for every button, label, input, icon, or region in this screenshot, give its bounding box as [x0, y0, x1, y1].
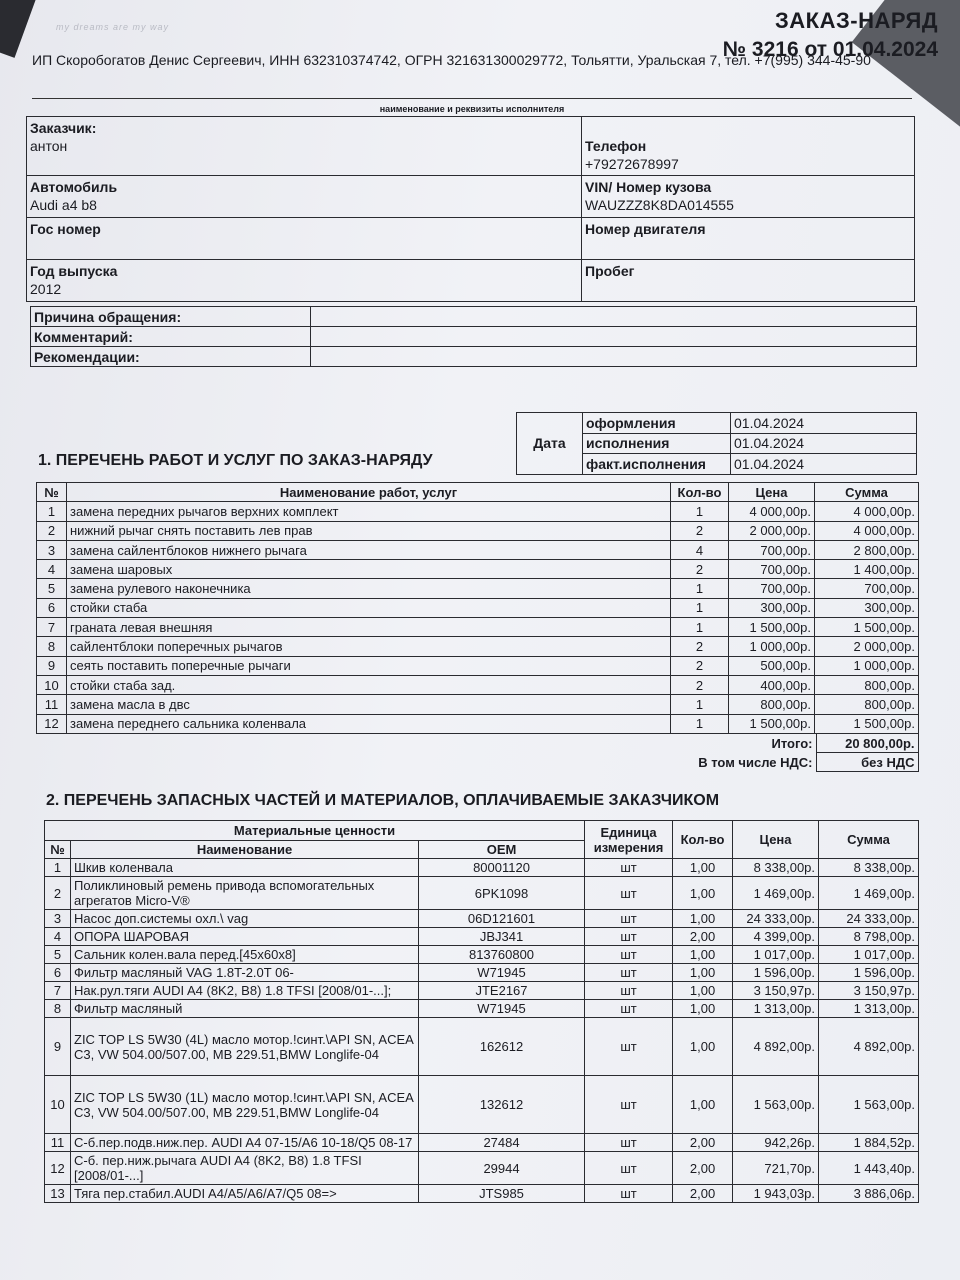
row-sum: 1 500,00р.: [815, 618, 919, 637]
row-qty: 1,00: [673, 1000, 733, 1018]
header-no: №: [37, 483, 67, 502]
header-no: №: [45, 841, 71, 859]
reason-label: Причина обращения:: [31, 307, 311, 327]
row-price: 24 333,00р.: [733, 910, 819, 928]
work-name: сеять поставить поперечные рычаги: [67, 656, 671, 675]
works-header-row: [37, 483, 919, 502]
header-sum: Сумма: [819, 821, 919, 859]
parts-table: [44, 820, 919, 1203]
row-price: 4 399,00р.: [733, 928, 819, 946]
row-price: 1 596,00р.: [733, 964, 819, 982]
dates-table: [516, 412, 917, 475]
row-number: 11: [45, 1134, 71, 1152]
row-price: 1 469,00р.: [733, 877, 819, 910]
header-price: Цена: [733, 821, 819, 859]
row-qty: 1,00: [673, 982, 733, 1000]
parts-heading: 2. ПЕРЕЧЕНЬ ЗАПАСНЫХ ЧАСТЕЙ И МАТЕРИАЛОВ, ОПЛАЧИВАЕМЫЕ ЗАКАЗЧИКОМ: [46, 792, 720, 809]
part-oem: 162612: [419, 1018, 585, 1076]
row-price: 721,70р.: [733, 1152, 819, 1185]
row-sum: 1 500,00р.: [815, 714, 919, 733]
reason-table: [30, 306, 917, 367]
part-name: С-б. пер.ниж.рычага AUDI A4 (8K2, B8) 1.8 TFSI [2008/01-...]: [71, 1152, 419, 1185]
row-number: 8: [45, 1000, 71, 1018]
car-cell: [27, 176, 582, 218]
row-qty: 4: [671, 540, 729, 559]
parts-row: [45, 910, 919, 928]
phone-value: +79272678997: [585, 156, 679, 172]
parts-row: [45, 964, 919, 982]
row-sum: 4 000,00р.: [815, 502, 919, 521]
row-price: 700,00р.: [729, 579, 815, 598]
work-name: замена рулевого наконечника: [67, 579, 671, 598]
row-price: 4 892,00р.: [733, 1018, 819, 1076]
row-qty: 2: [671, 637, 729, 656]
parts-row: [45, 946, 919, 964]
works-row: [37, 521, 919, 540]
part-oem: 813760800: [419, 946, 585, 964]
row-sum: 1 884,52р.: [819, 1134, 919, 1152]
row-number: 4: [45, 928, 71, 946]
plate-label: Гос номер: [30, 221, 101, 237]
row-qty: 1: [671, 714, 729, 733]
works-row: [37, 656, 919, 675]
header-qty: Кол-во: [673, 821, 733, 859]
part-oem: JTS985: [419, 1185, 585, 1203]
row-number: 7: [45, 982, 71, 1000]
row-number: 7: [37, 618, 67, 637]
engine-label: Номер двигателя: [585, 221, 706, 237]
row-number: 13: [45, 1185, 71, 1203]
work-name: замена шаровых: [67, 560, 671, 579]
row-price: 500,00р.: [729, 656, 815, 675]
part-unit: шт: [585, 964, 673, 982]
part-name: ОПОРА ШАРОВАЯ: [71, 928, 419, 946]
part-oem: W71945: [419, 1000, 585, 1018]
phone-label: Телефон: [585, 138, 647, 154]
work-name: нижний рычаг снять поставить лев прав: [67, 521, 671, 540]
document-title: ЗАКАЗ-НАРЯД: [775, 8, 938, 33]
part-name: Фильтр масляный: [71, 1000, 419, 1018]
row-number: 6: [45, 964, 71, 982]
parts-row: [45, 1152, 919, 1185]
row-qty: 2,00: [673, 928, 733, 946]
executor-caption: наименование и реквизиты исполнителя: [379, 104, 565, 114]
row-price: 8 338,00р.: [733, 859, 819, 877]
row-qty: 2: [671, 521, 729, 540]
row-sum: 2 000,00р.: [815, 637, 919, 656]
header-name: Наименование работ, услуг: [67, 483, 671, 502]
customer-value: антон: [30, 138, 68, 154]
row-qty: 2,00: [673, 1134, 733, 1152]
date-row-value: 01.04.2024: [731, 433, 917, 454]
row-qty: 1,00: [673, 964, 733, 982]
row-sum: 1 313,00р.: [819, 1000, 919, 1018]
row-sum: 8 338,00р.: [819, 859, 919, 877]
part-oem: 132612: [419, 1076, 585, 1134]
row-price: 400,00р.: [729, 675, 815, 694]
row-qty: 1,00: [673, 910, 733, 928]
parts-row: [45, 1134, 919, 1152]
row-qty: 1: [671, 579, 729, 598]
row-number: 8: [37, 637, 67, 656]
year-value: 2012: [30, 281, 62, 297]
row-number: 5: [37, 579, 67, 598]
row-sum: 2 800,00р.: [815, 540, 919, 559]
plate-cell: [27, 218, 582, 260]
row-number: 2: [37, 521, 67, 540]
row-price: 1 500,00р.: [729, 618, 815, 637]
row-number: 3: [37, 540, 67, 559]
part-name: Сальник колен.вала перед.[45x60x8]: [71, 946, 419, 964]
row-qty: 2,00: [673, 1152, 733, 1185]
row-qty: 1,00: [673, 946, 733, 964]
row-price: 1 017,00р.: [733, 946, 819, 964]
total-value: 20 800,00р.: [816, 734, 918, 753]
row-price: 1 563,00р.: [733, 1076, 819, 1134]
part-name: Шкив коленвала: [71, 859, 419, 877]
parts-row: [45, 1185, 919, 1203]
row-sum: 1 400,00р.: [815, 560, 919, 579]
works-totals: [560, 733, 919, 772]
row-price: 3 150,97р.: [733, 982, 819, 1000]
row-sum: 1 443,40р.: [819, 1152, 919, 1185]
row-sum: 8 798,00р.: [819, 928, 919, 946]
total-label: Итого:: [771, 735, 813, 751]
works-row: [37, 560, 919, 579]
row-qty: 2: [671, 656, 729, 675]
part-name: Нак.рул.тяги AUDI A4 (8K2, B8) 1.8 TFSI [2008/01-...];: [71, 982, 419, 1000]
row-sum: 800,00р.: [815, 675, 919, 694]
row-price: 942,26р.: [733, 1134, 819, 1152]
parts-row: [45, 1000, 919, 1018]
works-heading: 1. ПЕРЕЧЕНЬ РАБОТ И УСЛУГ ПО ЗАКАЗ-НАРЯДУ: [38, 452, 433, 469]
year-label: Год выпуска: [30, 263, 118, 279]
work-name: замена передних рычагов верхних комплект: [67, 502, 671, 521]
row-sum: 800,00р.: [815, 695, 919, 714]
parts-row: [45, 982, 919, 1000]
row-number: 5: [45, 946, 71, 964]
work-name: сайлентблоки поперечных рычагов: [67, 637, 671, 656]
row-number: 10: [37, 675, 67, 694]
part-unit: шт: [585, 928, 673, 946]
row-sum: 4 000,00р.: [815, 521, 919, 540]
engine-cell: [582, 218, 915, 260]
part-unit: шт: [585, 1134, 673, 1152]
row-number: 9: [37, 656, 67, 675]
row-price: 1 943,03р.: [733, 1185, 819, 1203]
date-row-value: 01.04.2024: [731, 413, 917, 434]
car-label: Автомобиль: [30, 179, 118, 195]
row-sum: 3 886,06р.: [819, 1185, 919, 1203]
part-oem: 27484: [419, 1134, 585, 1152]
comment-value: [311, 327, 917, 347]
part-unit: шт: [585, 1000, 673, 1018]
row-qty: 2: [671, 675, 729, 694]
phone-cell: [582, 117, 915, 176]
part-unit: шт: [585, 859, 673, 877]
row-number: 1: [37, 502, 67, 521]
vin-label: VIN/ Номер кузова: [585, 179, 712, 195]
dates-label: Дата: [517, 413, 583, 475]
customer-label: Заказчик:: [30, 120, 97, 136]
row-price: 4 000,00р.: [729, 502, 815, 521]
row-sum: 4 892,00р.: [819, 1018, 919, 1076]
part-oem: JBJ341: [419, 928, 585, 946]
part-oem: 29944: [419, 1152, 585, 1185]
header-qty: Кол-во: [671, 483, 729, 502]
work-name: граната левая внешняя: [67, 618, 671, 637]
row-number: 9: [45, 1018, 71, 1076]
header-oem: OEM: [419, 841, 585, 859]
row-qty: 1,00: [673, 1076, 733, 1134]
row-sum: 300,00р.: [815, 598, 919, 617]
background-shadow: [0, 0, 42, 58]
part-name: Тяга пер.стабил.AUDI A4/A5/A6/A7/Q5 08=>: [71, 1185, 419, 1203]
row-sum: 700,00р.: [815, 579, 919, 598]
row-number: 1: [45, 859, 71, 877]
row-price: 700,00р.: [729, 560, 815, 579]
row-price: 800,00р.: [729, 695, 815, 714]
customer-cell: [27, 117, 582, 176]
comment-label: Комментарий:: [31, 327, 311, 347]
mileage-label: Пробег: [585, 263, 635, 279]
part-name: Насос доп.системы охл.\ vag: [71, 910, 419, 928]
vat-label: В том числе НДС:: [698, 754, 813, 770]
part-oem: W71945: [419, 964, 585, 982]
row-number: 2: [45, 877, 71, 910]
executor-divider: [32, 98, 912, 99]
works-row: [37, 637, 919, 656]
date-row-name: факт.исполнения: [583, 454, 731, 475]
part-oem: 80001120: [419, 859, 585, 877]
row-number: 4: [37, 560, 67, 579]
part-unit: шт: [585, 1152, 673, 1185]
row-sum: 1 000,00р.: [815, 656, 919, 675]
date-row-name: исполнения: [583, 433, 731, 454]
row-qty: 2: [671, 560, 729, 579]
row-number: 12: [37, 714, 67, 733]
row-qty: 1,00: [673, 859, 733, 877]
row-price: 1 000,00р.: [729, 637, 815, 656]
vin-cell: [582, 176, 915, 218]
row-price: 700,00р.: [729, 540, 815, 559]
part-unit: шт: [585, 1185, 673, 1203]
part-oem: JTE2167: [419, 982, 585, 1000]
vin-value: WAUZZZ8K8DA014555: [585, 197, 734, 213]
header-sum: Сумма: [815, 483, 919, 502]
row-sum: 1 596,00р.: [819, 964, 919, 982]
part-name: ZIC TOP LS 5W30 (4L) масло мотор.!синт.\API SN, ACEA C3, VW 504.00/507.00, MB 229.51,BMW Longlife-04: [71, 1018, 419, 1076]
work-name: стойки стаба: [67, 598, 671, 617]
recommend-label: Рекомендации:: [31, 347, 311, 367]
row-number: 6: [37, 598, 67, 617]
recommend-value: [311, 347, 917, 367]
row-sum: 3 150,97р.: [819, 982, 919, 1000]
row-number: 12: [45, 1152, 71, 1185]
part-unit: шт: [585, 877, 673, 910]
part-unit: шт: [585, 910, 673, 928]
works-row: [37, 695, 919, 714]
parts-header-row: [45, 821, 919, 841]
works-row: [37, 502, 919, 521]
part-unit: шт: [585, 1076, 673, 1134]
part-unit: шт: [585, 946, 673, 964]
row-sum: 1 469,00р.: [819, 877, 919, 910]
mileage-cell: [582, 260, 915, 302]
parts-row: [45, 1076, 919, 1134]
parts-row: [45, 1018, 919, 1076]
part-name: Поликлиновый ремень привода вспомогательных агрегатов Micro-V®: [71, 877, 419, 910]
row-qty: 1: [671, 695, 729, 714]
header-group: Материальные ценности: [45, 821, 585, 841]
part-name: С-б.пер.подв.ниж.пер. AUDI A4 07-15/A6 10-18/Q5 08-17: [71, 1134, 419, 1152]
part-unit: шт: [585, 1018, 673, 1076]
row-number: 11: [37, 695, 67, 714]
work-name: стойки стаба зад.: [67, 675, 671, 694]
vat-value: без НДС: [816, 753, 918, 772]
row-qty: 1,00: [673, 1018, 733, 1076]
part-unit: шт: [585, 982, 673, 1000]
customer-table: [26, 116, 915, 302]
parts-row: [45, 859, 919, 877]
works-table: [36, 482, 919, 734]
works-row: [37, 675, 919, 694]
row-price: 1 313,00р.: [733, 1000, 819, 1018]
row-sum: 1 563,00р.: [819, 1076, 919, 1134]
reason-value: [311, 307, 917, 327]
watermark: my dreams are my way: [56, 22, 170, 32]
date-row-value: 01.04.2024: [731, 454, 917, 475]
works-row: [37, 598, 919, 617]
parts-row: [45, 877, 919, 910]
work-name: замена масла в двс: [67, 695, 671, 714]
works-row: [37, 618, 919, 637]
row-number: 3: [45, 910, 71, 928]
work-name: замена сайлентблоков нижнего рычага: [67, 540, 671, 559]
row-sum: 24 333,00р.: [819, 910, 919, 928]
row-price: 2 000,00р.: [729, 521, 815, 540]
row-qty: 1: [671, 502, 729, 521]
parts-row: [45, 928, 919, 946]
part-oem: 6PK1098: [419, 877, 585, 910]
year-cell: [27, 260, 582, 302]
row-qty: 1: [671, 618, 729, 637]
works-row: [37, 714, 919, 733]
row-price: 1 500,00р.: [729, 714, 815, 733]
row-qty: 1,00: [673, 877, 733, 910]
car-value: Audi a4 b8: [30, 197, 97, 213]
work-name: замена переднего сальника коленвала: [67, 714, 671, 733]
part-name: ZIC TOP LS 5W30 (1L) масло мотор.!синт.\API SN, ACEA C3, VW 504.00/507.00, MB 229.51,BMW Longlife-04: [71, 1076, 419, 1134]
works-row: [37, 579, 919, 598]
row-number: 10: [45, 1076, 71, 1134]
part-oem: 06D121601: [419, 910, 585, 928]
row-qty: 1: [671, 598, 729, 617]
row-qty: 2,00: [673, 1185, 733, 1203]
header-price: Цена: [729, 483, 815, 502]
executor-details: ИП Скоробогатов Денис Сергеевич, ИНН 632310374742, ОГРН 321631300029772, Тольятти, Уральская 7, тел. +7(995) 344-45-90: [32, 52, 871, 68]
row-sum: 1 017,00р.: [819, 946, 919, 964]
document-number: № 3216 от 01.04.2024: [722, 38, 938, 61]
date-row-name: оформления: [583, 413, 731, 434]
header-name: Наименование: [71, 841, 419, 859]
works-row: [37, 540, 919, 559]
part-name: Фильтр масляный VAG 1.8T-2.0T 06-: [71, 964, 419, 982]
row-price: 300,00р.: [729, 598, 815, 617]
header-unit: Единица измерения: [585, 821, 673, 859]
